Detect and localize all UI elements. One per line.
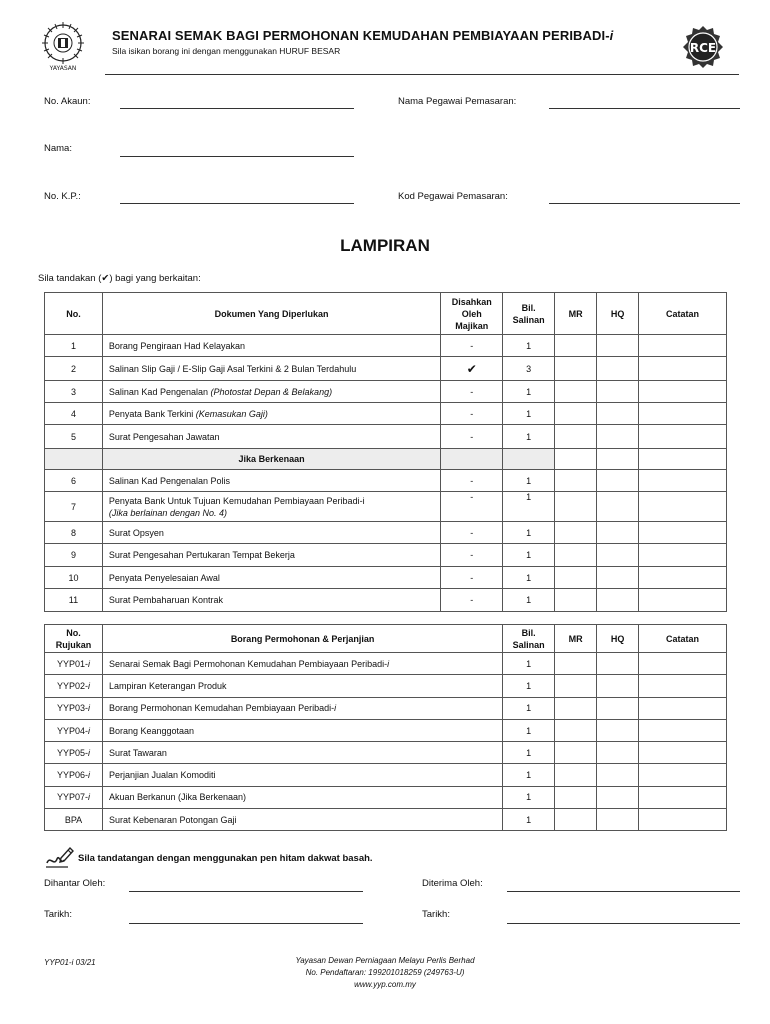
row-hq-check[interactable] xyxy=(597,522,639,544)
row-approved[interactable]: - xyxy=(441,567,503,589)
marketing-officer-name-label: Nama Pegawai Pemasaran: xyxy=(398,96,517,107)
date-right-label: Tarikh: xyxy=(422,909,450,920)
row-document: Penyata Penyelesaian Awal xyxy=(102,567,440,589)
row-notes[interactable] xyxy=(639,425,727,449)
row-document: Surat Pengesahan Jawatan xyxy=(102,425,440,449)
row-copies: 1 xyxy=(503,589,555,612)
row-mr-check[interactable] xyxy=(555,335,597,357)
org-name: Yayasan Dewan Perniagaan Melayu Perlis Berhad xyxy=(295,956,475,965)
row-approved[interactable]: - xyxy=(441,381,503,403)
rce-logo xyxy=(680,24,726,70)
row-mr-check[interactable] xyxy=(555,809,597,831)
form-title: SENARAI SEMAK BAGI PERMOHONAN KEMUDAHAN PEMBIAYAAN PERIBADI-i xyxy=(112,28,614,43)
row-approved[interactable]: - xyxy=(441,544,503,567)
forms-table xyxy=(44,624,727,831)
website-link[interactable]: www.yyp.com.my xyxy=(354,980,416,989)
col-approved: Disahkan Oleh Majikan xyxy=(441,293,503,335)
logo-left-text: YAYASAN xyxy=(49,65,77,72)
row-reference: BPA xyxy=(45,809,103,831)
row-notes[interactable] xyxy=(639,719,727,741)
row-notes[interactable] xyxy=(639,786,727,808)
form-subtitle: Sila isikan borang ini dengan menggunakan HURUF BESAR xyxy=(112,46,341,56)
col-mr: MR xyxy=(555,293,597,335)
row-document: Surat Opsyen xyxy=(102,522,440,544)
table-row xyxy=(45,764,727,786)
row-mr-check[interactable] xyxy=(555,589,597,612)
row-mr-check[interactable] xyxy=(555,492,597,522)
table-row xyxy=(45,653,727,675)
row-mr-check[interactable] xyxy=(555,567,597,589)
date-left-label: Tarikh: xyxy=(44,909,72,920)
row-document: Salinan Kad Pengenalan Polis xyxy=(102,470,440,492)
date-right-field[interactable] xyxy=(507,923,740,924)
row-mr-check[interactable] xyxy=(555,742,597,764)
row-mr-check[interactable] xyxy=(555,403,597,425)
row-hq-check[interactable] xyxy=(597,653,639,675)
name-field[interactable] xyxy=(120,156,354,157)
received-by-label: Diterima Oleh: xyxy=(422,878,483,889)
row-approved[interactable]: - xyxy=(441,522,503,544)
row-document: Penyata Bank Untuk Tujuan Kemudahan Pembiayaan Peribadi-i (Jika berlainan dengan No. 4) xyxy=(102,492,440,522)
table-header-row xyxy=(45,625,727,653)
row-copies: 1 xyxy=(503,653,555,675)
row-mr-check[interactable] xyxy=(555,653,597,675)
row-notes[interactable] xyxy=(639,742,727,764)
row-notes[interactable] xyxy=(639,589,727,612)
row-copies: 1 xyxy=(503,719,555,741)
documents-table xyxy=(44,292,727,612)
row-reference: YYP02-i xyxy=(45,675,103,697)
row-mr-check[interactable] xyxy=(555,470,597,492)
row-hq-check[interactable] xyxy=(597,470,639,492)
row-hq-check[interactable] xyxy=(597,589,639,612)
row-no: 6 xyxy=(45,470,103,492)
table-row xyxy=(45,697,727,719)
row-no: 8 xyxy=(45,522,103,544)
ic-no-label: No. K.P.: xyxy=(44,191,81,202)
row-mr-check[interactable] xyxy=(555,764,597,786)
table-row xyxy=(45,492,727,522)
form-code: YYP01-i 03/21 xyxy=(44,958,96,967)
marketing-officer-code-field[interactable] xyxy=(549,203,740,204)
row-reference: YYP06-i xyxy=(45,764,103,786)
row-hq-check[interactable] xyxy=(597,335,639,357)
sent-by-label: Dihantar Oleh: xyxy=(44,878,106,889)
row-approved[interactable]: - xyxy=(441,335,503,357)
row-document: Borang Pengiraan Had Kelayakan xyxy=(102,335,440,357)
section-label: Jika Berkenaan xyxy=(102,449,440,470)
table-row xyxy=(45,403,727,425)
row-hq-check[interactable] xyxy=(597,809,639,831)
table-row xyxy=(45,522,727,544)
row-document: Salinan Kad Pengenalan (Photostat Depan & Belakang) xyxy=(102,381,440,403)
row-mr-check[interactable] xyxy=(555,719,597,741)
sent-by-field[interactable] xyxy=(129,891,363,892)
signature-note: Sila tandatangan dengan menggunakan pen hitam dakwat basah. xyxy=(78,853,373,864)
row-approved[interactable]: ✔ xyxy=(441,357,503,381)
row-form: Lampiran Keterangan Produk xyxy=(102,675,502,697)
row-form: Surat Kebenaran Potongan Gaji xyxy=(102,809,502,831)
row-copies: 1 xyxy=(503,381,555,403)
table-row xyxy=(45,742,727,764)
row-hq-check[interactable] xyxy=(597,764,639,786)
row-no: 3 xyxy=(45,381,103,403)
row-reference: YYP01-i xyxy=(45,653,103,675)
row-hq-check[interactable] xyxy=(597,675,639,697)
row-notes[interactable] xyxy=(639,403,727,425)
account-no-label: No. Akaun: xyxy=(44,96,91,107)
row-hq-check[interactable] xyxy=(597,357,639,381)
table-row xyxy=(45,335,727,357)
row-no: 9 xyxy=(45,544,103,567)
table-row xyxy=(45,544,727,567)
row-hq-check[interactable] xyxy=(597,742,639,764)
row-approved[interactable]: - xyxy=(441,425,503,449)
row-no: 2 xyxy=(45,357,103,381)
row-notes[interactable] xyxy=(639,567,727,589)
checkmark-icon: ✔ xyxy=(101,273,110,284)
row-notes[interactable] xyxy=(639,335,727,357)
row-document: Surat Pembaharuan Kontrak xyxy=(102,589,440,612)
row-copies: 1 xyxy=(503,470,555,492)
table-row xyxy=(45,589,727,612)
row-copies: 1 xyxy=(503,809,555,831)
ic-no-field[interactable] xyxy=(120,203,354,204)
row-approved[interactable]: - xyxy=(441,403,503,425)
name-label: Nama: xyxy=(44,143,72,154)
row-approved[interactable]: - xyxy=(441,470,503,492)
row-document: Salinan Slip Gaji / E-Slip Gaji Asal Terkini & 2 Bulan Terdahulu xyxy=(102,357,440,381)
table-row xyxy=(45,357,727,381)
instruction-text: Sila tandakan (✔) bagi yang berkaitan: xyxy=(38,273,201,284)
row-reference: YYP05-i xyxy=(45,742,103,764)
logo-right-text: RCE xyxy=(689,41,717,55)
col-mr: MR xyxy=(555,625,597,653)
row-hq-check[interactable] xyxy=(597,719,639,741)
col-reference: No. Rujukan xyxy=(45,625,103,653)
row-copies: 1 xyxy=(503,786,555,808)
row-copies: 1 xyxy=(503,425,555,449)
row-reference: YYP04-i xyxy=(45,719,103,741)
yayasan-logo xyxy=(38,20,88,72)
section-title: LAMPIRAN xyxy=(340,236,430,255)
col-hq: HQ xyxy=(597,625,639,653)
row-form: Borang Permohonan Kemudahan Pembiayaan Peribadi-i xyxy=(102,697,502,719)
row-notes[interactable] xyxy=(639,470,727,492)
row-notes[interactable] xyxy=(639,675,727,697)
row-hq-check[interactable] xyxy=(597,567,639,589)
row-form: Surat Tawaran xyxy=(102,742,502,764)
row-copies: 1 xyxy=(503,764,555,786)
row-notes[interactable] xyxy=(639,522,727,544)
row-reference: YYP03-i xyxy=(45,697,103,719)
row-copies: 1 xyxy=(503,335,555,357)
header-divider xyxy=(105,74,739,75)
col-no: No. xyxy=(45,293,103,335)
section-row-if-applicable xyxy=(45,449,727,470)
row-copies: 1 xyxy=(503,492,555,522)
row-approved[interactable]: - xyxy=(441,492,503,522)
row-form: Borang Keanggotaan xyxy=(102,719,502,741)
row-copies: 1 xyxy=(503,544,555,567)
row-no: 4 xyxy=(45,403,103,425)
row-hq-check[interactable] xyxy=(597,492,639,522)
col-form: Borang Permohonan & Perjanjian xyxy=(102,625,502,653)
row-notes[interactable] xyxy=(639,544,727,567)
account-no-field[interactable] xyxy=(120,108,354,109)
row-hq-check[interactable] xyxy=(597,403,639,425)
row-mr-check[interactable] xyxy=(555,786,597,808)
row-document: Penyata Bank Terkini (Kemasukan Gaji) xyxy=(102,403,440,425)
row-notes[interactable] xyxy=(639,653,727,675)
date-left-field[interactable] xyxy=(129,923,363,924)
col-hq: HQ xyxy=(597,293,639,335)
row-copies: 1 xyxy=(503,675,555,697)
row-mr-check[interactable] xyxy=(555,357,597,381)
row-no: 11 xyxy=(45,589,103,612)
pen-signature-icon xyxy=(44,845,74,871)
table-row xyxy=(45,567,727,589)
row-mr-check[interactable] xyxy=(555,425,597,449)
col-notes: Catatan xyxy=(639,625,727,653)
row-mr-check[interactable] xyxy=(555,381,597,403)
row-mr-check[interactable] xyxy=(555,522,597,544)
row-no: 5 xyxy=(45,425,103,449)
row-notes[interactable] xyxy=(639,809,727,831)
row-form: Akuan Berkanun (Jika Berkenaan) xyxy=(102,786,502,808)
table-row xyxy=(45,675,727,697)
table-row xyxy=(45,786,727,808)
col-copies: Bil. Salinan xyxy=(503,293,555,335)
row-notes[interactable] xyxy=(639,764,727,786)
registration-no: No. Pendaftaran: 199201018259 (249763-U) xyxy=(305,968,465,977)
row-hq-check[interactable] xyxy=(597,697,639,719)
row-copies: 1 xyxy=(503,742,555,764)
row-document: Surat Pengesahan Pertukaran Tempat Bekerja xyxy=(102,544,440,567)
row-no: 1 xyxy=(45,335,103,357)
row-hq-check[interactable] xyxy=(597,425,639,449)
table-row xyxy=(45,381,727,403)
table-row xyxy=(45,470,727,492)
table-header-row xyxy=(45,293,727,335)
row-no: 7 xyxy=(45,492,103,522)
received-by-field[interactable] xyxy=(507,891,740,892)
row-notes[interactable] xyxy=(639,492,727,522)
row-copies: 1 xyxy=(503,697,555,719)
row-notes[interactable] xyxy=(639,357,727,381)
row-copies: 1 xyxy=(503,403,555,425)
row-copies: 3 xyxy=(503,357,555,381)
table-row xyxy=(45,425,727,449)
row-hq-check[interactable] xyxy=(597,544,639,567)
col-copies: Bil. Salinan xyxy=(503,625,555,653)
row-mr-check[interactable] xyxy=(555,675,597,697)
row-form: Perjanjian Jualan Komoditi xyxy=(102,764,502,786)
row-no: 10 xyxy=(45,567,103,589)
row-approved[interactable]: - xyxy=(441,589,503,612)
table-row xyxy=(45,719,727,741)
col-notes: Catatan xyxy=(639,293,727,335)
row-hq-check[interactable] xyxy=(597,381,639,403)
row-form: Senarai Semak Bagi Permohonan Kemudahan Pembiayaan Peribadi-i xyxy=(102,653,502,675)
row-reference: YYP07-i xyxy=(45,786,103,808)
row-copies: 1 xyxy=(503,522,555,544)
marketing-officer-name-field[interactable] xyxy=(549,108,740,109)
col-document: Dokumen Yang Diperlukan xyxy=(102,293,440,335)
row-notes[interactable] xyxy=(639,697,727,719)
row-notes[interactable] xyxy=(639,381,727,403)
row-mr-check[interactable] xyxy=(555,544,597,567)
row-hq-check[interactable] xyxy=(597,786,639,808)
table-row xyxy=(45,809,727,831)
row-mr-check[interactable] xyxy=(555,697,597,719)
marketing-officer-code-label: Kod Pegawai Pemasaran: xyxy=(398,191,508,202)
row-copies: 1 xyxy=(503,567,555,589)
